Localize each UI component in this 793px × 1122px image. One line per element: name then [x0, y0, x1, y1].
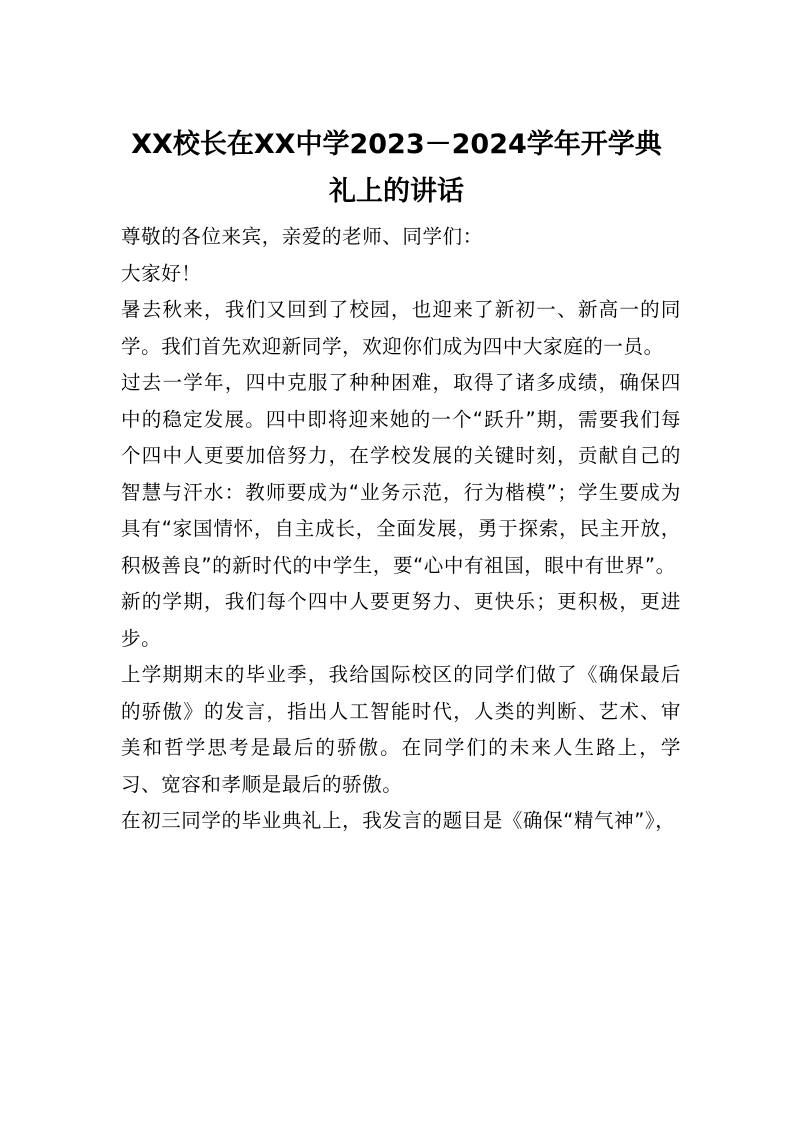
paragraph: 在初三同学的毕业典礼上，我发言的题目是《确保“精气神”》，	[121, 809, 676, 832]
paragraph-salutation: 尊敬的各位来宾，亲爱的老师、同学们：	[121, 225, 483, 248]
paragraph: 上学期期末的毕业季，我给国际校区的同学们做了《确保最后的骄傲》的发言，指出人工智能时代，人类的判断、艺术、审美和哲学思考是最后的骄傲。在同学们的未来人生路上，学习、宽容和孝顺是最后的骄傲。	[121, 663, 681, 796]
document-title-line-1: XX校长在XX中学2023－2024学年开学典	[131, 129, 662, 160]
paragraph-greeting: 大家好！	[121, 261, 202, 285]
document-body	[121, 219, 681, 840]
paragraph: 过去一学年，四中克服了种种困难，取得了诸多成绩，确保四中的稳定发展。四中即将迎来她的一个“跃升”期，需要我们每个四中人更要加倍努力，在学校发展的关键时刻，贡献自己的智慧与汗水：教师要成为“业务示范，行为楷模”；学生要成为具有“家国情怀，自主成长，全面发展，勇于探索，民主开放，积极善良”的新时代的中学生，要“心中有祖国，眼中有世界”。	[121, 371, 681, 577]
paragraph: 暑去秋来，我们又回到了校园，也迎来了新初一、新高一的同学。我们首先欢迎新同学，欢迎你们成为四中大家庭的一员。	[121, 298, 681, 358]
paragraph: 新的学期，我们每个四中人要更努力、更快乐；更积极，更进步。	[121, 590, 681, 650]
document-title-line-2: 礼上的讲话	[329, 176, 464, 207]
